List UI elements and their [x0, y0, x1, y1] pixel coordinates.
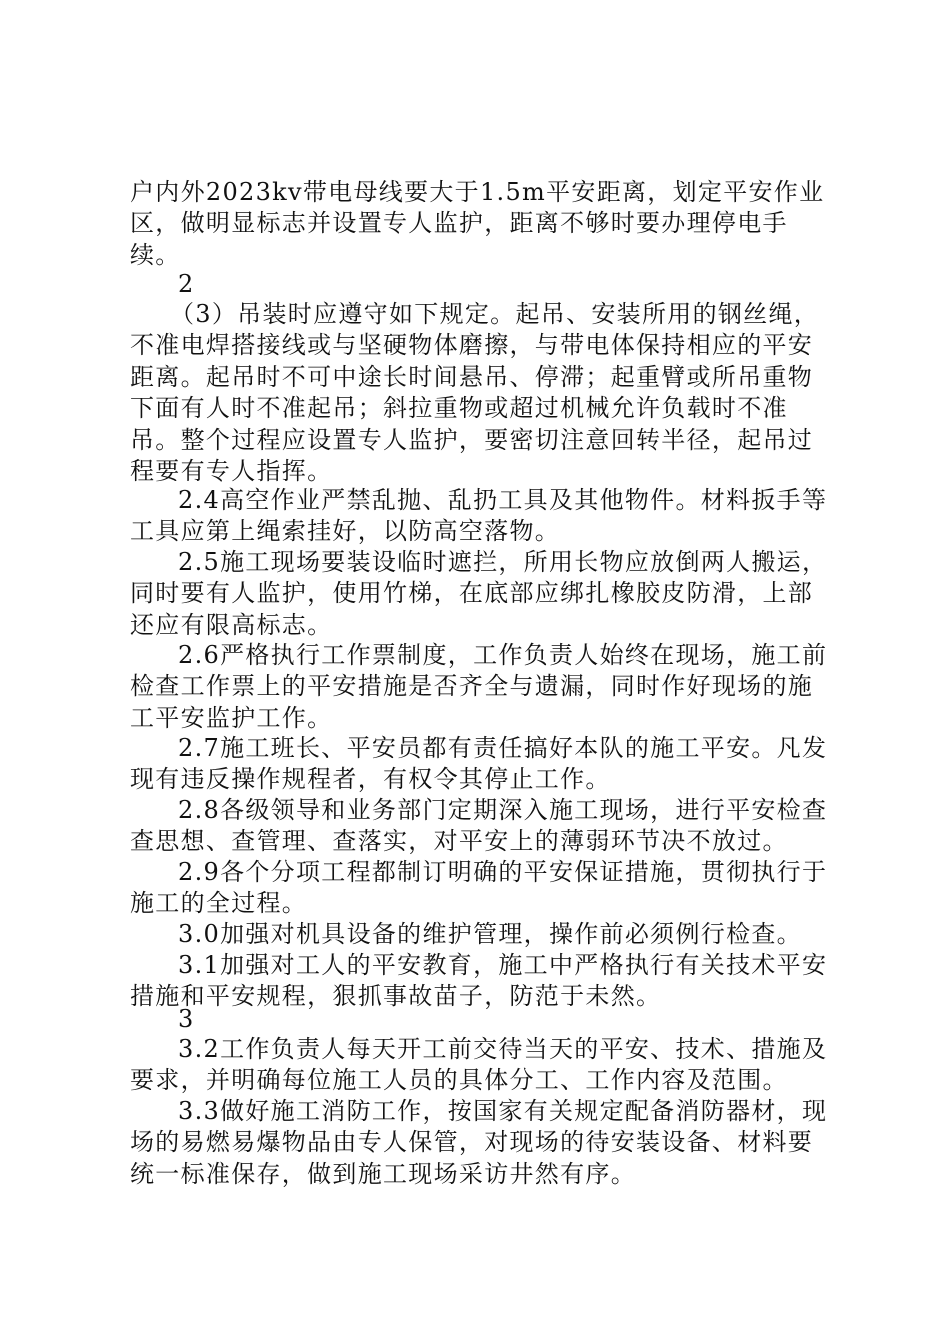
paragraph-2-4: 2.4高空作业严禁乱抛、乱扔工具及其他物件。材料扳手等工具应第上绳索挂好，以防高空落物。 — [130, 486, 828, 546]
paragraph-2-7: 2.7施工班长、平安员都有责任搞好本队的施工平安。凡发现有违反操作规程者，有权令其停止工作。 — [130, 734, 828, 794]
paragraph-3-3: 3.3做好施工消防工作，按国家有关规定配备消防器材，现场的易燃易爆物品由专人保管，对现场的待安装设备、材料要统一标准保存，做到施工现场采访井然有序。 — [130, 1097, 828, 1188]
paragraph-3-2: 3.2工作负责人每天开工前交待当天的平安、技术、措施及要求，并明确每位施工人员的具体分工、工作内容及范围。 — [130, 1035, 828, 1095]
page-number: 2 — [178, 270, 195, 298]
paragraph-2-6: 2.6严格执行工作票制度，工作负责人始终在现场，施工前检查工作票上的平安措施是否齐全与遗漏，同时作好现场的施工平安监护工作。 — [130, 641, 828, 732]
paragraph-3-1: 3.1加强对工人的平安教育，施工中严格执行有关技术平安措施和平安规程，狠抓事故苗子，防范于未然。 — [130, 951, 828, 1011]
paragraph-line-continuation: 户内外2023kv带电母线要大于1.5m平安距离，划定平安作业区，做明显标志并设置专人监护，距离不够时要办理停电手续。 — [130, 178, 825, 269]
page-number: 3 — [178, 1005, 195, 1033]
paragraph-2-9: 2.9各个分项工程都制订明确的平安保证措施，贯彻执行于施工的全过程。 — [130, 858, 828, 918]
paragraph-2-5: 2.5施工现场要装设临时遮拦，所用长物应放倒两人搬运，同时要有人监护，使用竹梯，在底部应绑扎橡胶皮防滑，上部还应有限高标志。 — [130, 548, 828, 639]
paragraph-3-0: 3.0加强对机具设备的维护管理，操作前必须例行检查。 — [178, 920, 802, 948]
paragraph-lifting-rules: （3）吊装时应遵守如下规定。起吊、安装所用的钢丝绳，不准电焊搭接线或与坚硬物体磨擦，与带电体保持相应的平安距离。起吊时不可中途长时间悬吊、停滞；起重臂或所吊重物下面有人时不准起吊；斜拉重物或超过机械允许负载时不准吊。整个过程应设置专人监护，要密切注意回转半径，起吊过程要有专人指挥。 — [130, 300, 820, 486]
paragraph-2-8: 2.8各级领导和业务部门定期深入施工现场，进行平安检查查思想、查管理、查落实，对平安上的薄弱环节决不放过。 — [130, 796, 828, 856]
